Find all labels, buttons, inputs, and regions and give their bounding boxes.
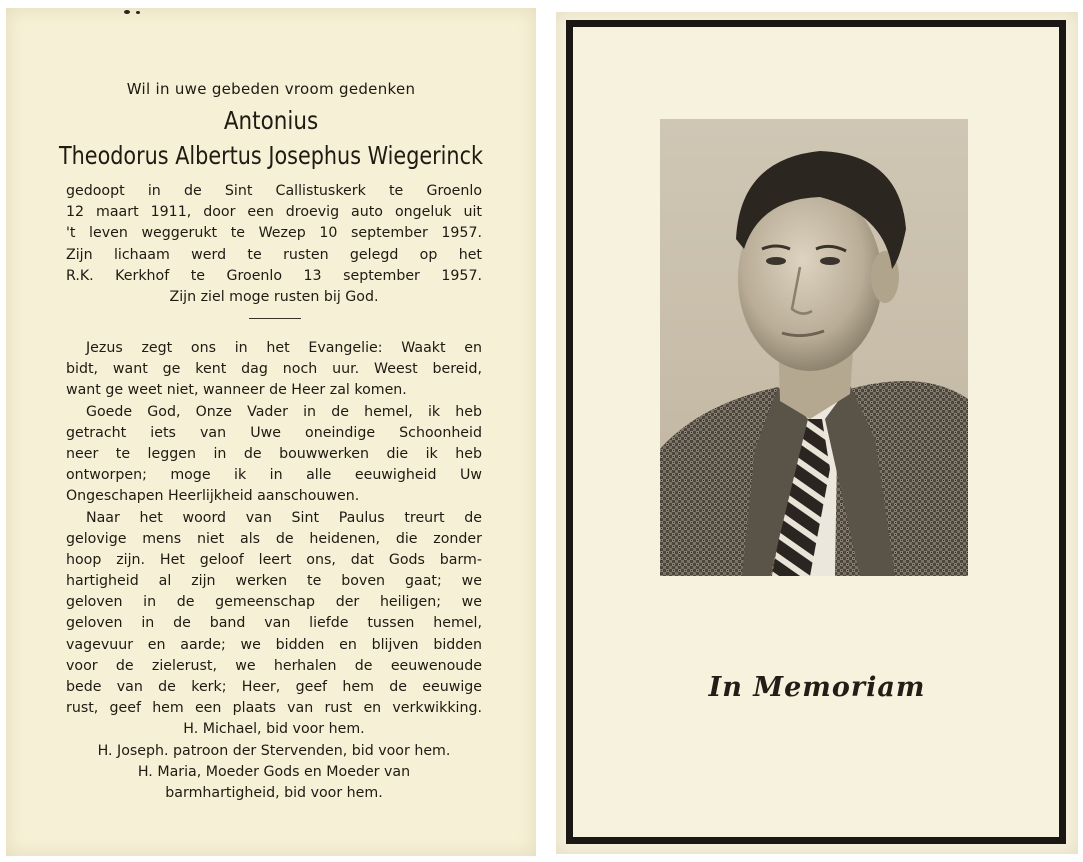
in-memoriam-caption: In Memoriam	[708, 672, 926, 703]
portrait-photo	[660, 119, 968, 576]
prayer-line: bede van de kerk; Heer, geef hem de eeuwige	[66, 679, 482, 695]
prayer-line: geloven in de band van liefde tussen hemel,	[66, 615, 482, 632]
invocation-line: H. Joseph. patroon der Stervenden, bid voor hem.	[97, 742, 451, 759]
paper-speck	[136, 11, 140, 14]
section-divider	[249, 318, 301, 319]
bio-line: Zijn lichaam werd te rusten gelegd op het	[66, 246, 482, 263]
portrait-illustration	[660, 119, 968, 576]
prayer-paragraph	[66, 338, 482, 804]
prayer-line: gelovige mens niet als de heidenen, die zonder	[66, 530, 482, 547]
bio-line: 12 maart 1911, door een droevig auto ongeluk uit	[66, 204, 482, 221]
prayer-line: Naar het woord van Sint Paulus treurt de	[86, 509, 482, 526]
prayer-line: vagevuur en aarde; we bidden en blijven bidden	[66, 636, 482, 653]
intro-line: Wil in uwe gebeden vroom gedenken	[126, 80, 416, 98]
prayer-line: hoop zijn. Het geloof leert ons, dat Gods barm-	[66, 551, 482, 568]
prayer-line: Ongeschapen Heerlijkheid aanschouwen.	[66, 488, 360, 505]
prayer-line: neer te leggen in de bouwwerken die ik heb	[66, 445, 482, 462]
full-name: Theodorus Albertus Josephus Wiegerinck	[58, 141, 484, 170]
paper-speck	[124, 10, 130, 14]
prayer-line: geloven in de gemeenschap der heiligen; we	[66, 594, 482, 611]
prayer-line: bidt, want ge kent dag noch uur. Weest bereid,	[66, 361, 482, 378]
prayer-card-photo-side	[556, 12, 1078, 854]
biography-paragraph	[66, 181, 482, 308]
prayer-line: rust, geef hem een plaats van rust en verkwikking.	[66, 700, 482, 717]
prayer-card-text-side	[6, 8, 536, 856]
bio-line: 't leven weggerukt te Wezep 10 september 1957.	[66, 225, 482, 242]
bio-line: gedoopt in de Sint Callistuskerk te Groenlo	[66, 183, 482, 199]
bio-line: R.K. Kerkhof te Groenlo 13 september 1957.	[66, 267, 482, 284]
prayer-line: voor de zielerust, we herhalen de eeuwenoude	[66, 657, 482, 674]
invocation-line: H. Michael, bid voor hem.	[183, 721, 365, 738]
prayer-line: hartigheid al zijn werken te boven gaat; we	[66, 573, 482, 590]
invocation-line: barmhartigheid, bid voor hem.	[165, 784, 383, 801]
invocation-line: H. Maria, Moeder Gods en Moeder van	[137, 763, 411, 780]
first-name: Antonius	[223, 106, 319, 135]
prayer-line: want ge weet niet, wanneer de Heer zal komen.	[66, 382, 407, 399]
bio-line: Zijn ziel moge rusten bij God.	[169, 288, 379, 305]
prayer-line: getracht iets van Uwe oneindige Schoonheid	[66, 424, 482, 441]
prayer-line: ontworpen; moge ik in alle eeuwigheid Uw	[66, 467, 482, 484]
prayer-line: Jezus zegt ons in het Evangelie: Waakt en	[86, 340, 482, 356]
prayer-line: Goede God, Onze Vader in de hemel, ik heb	[86, 403, 482, 420]
